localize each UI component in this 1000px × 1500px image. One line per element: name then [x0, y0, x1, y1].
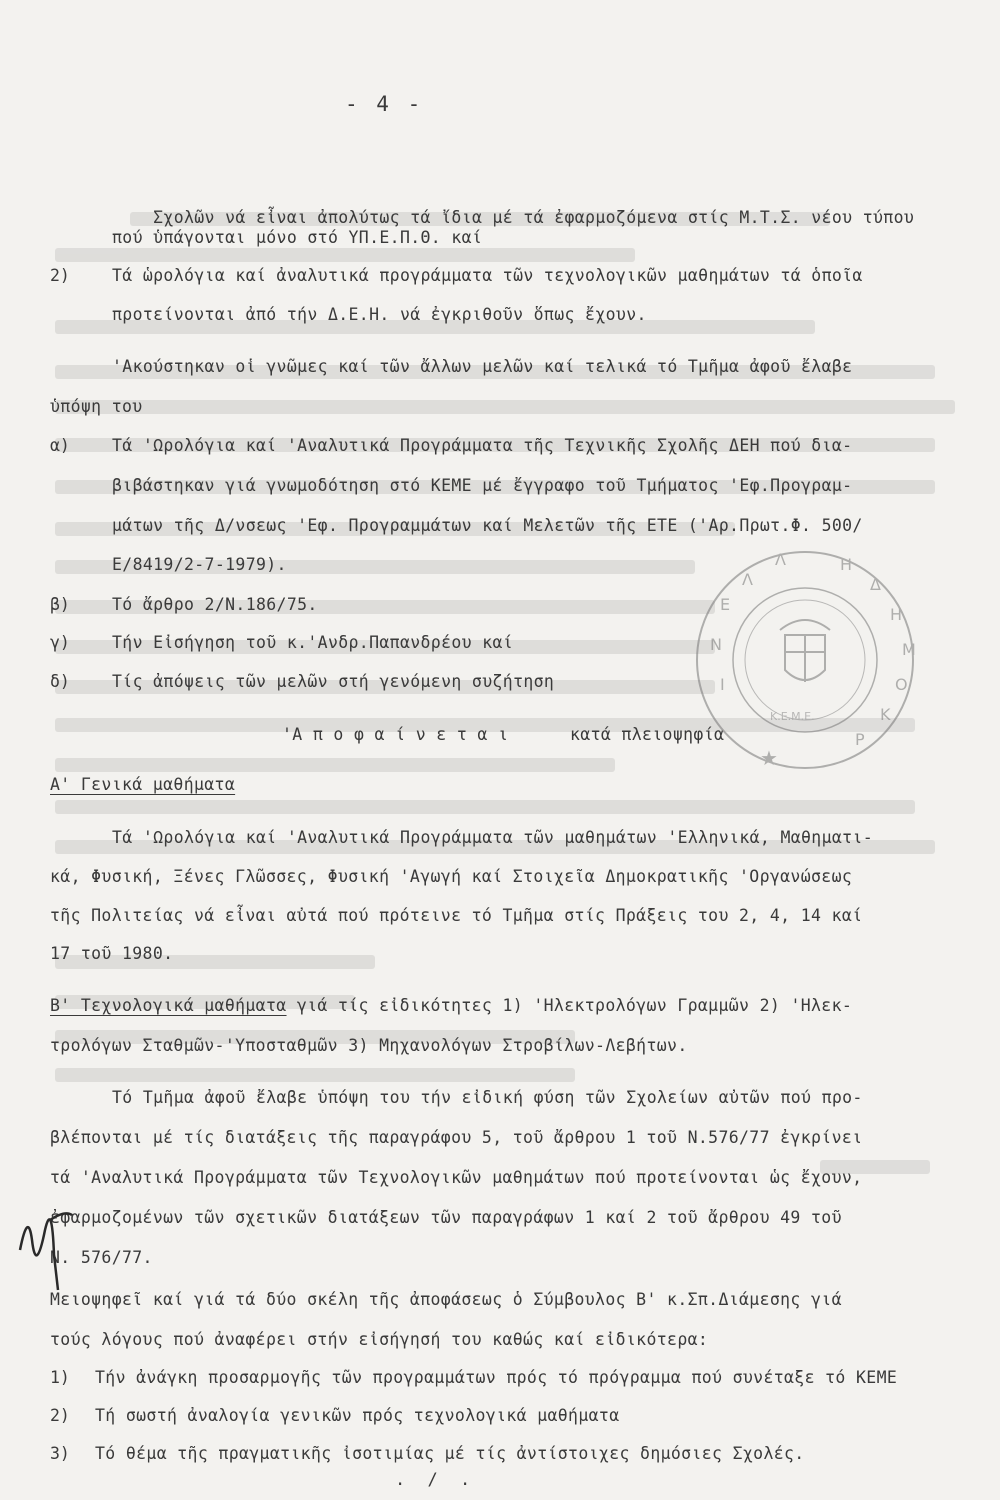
list-marker: 2)	[50, 1406, 70, 1425]
list-marker: 1)	[50, 1368, 70, 1387]
section-heading: Β' Τεχνολογικά μαθήματα	[50, 996, 287, 1015]
list-marker: δ)	[50, 672, 70, 691]
text-line-content: γιά τίς εἰδικότητες 1) 'Ηλεκτρολόγων Γραμμῶν 2) 'Ηλεκ-	[286, 996, 853, 1015]
svg-text:Ε: Ε	[720, 595, 731, 614]
text-line: ὑπόψη του	[50, 397, 143, 416]
decision-heading: 'Α π ο φ α ί ν ε τ α ι	[282, 725, 509, 744]
list-marker: γ)	[50, 633, 70, 652]
text-line: βιβάστηκαν γιά γνωμοδότηση στό ΚΕΜΕ μέ ἔγγραφο τοῦ Τμήματος 'Εφ.Προγραμ-	[112, 476, 853, 495]
text-line: Τό θέμα τῆς πραγματικῆς ἰσοτιμίας μέ τίς ἀντίστοιχες δημόσιες Σχολές.	[95, 1444, 805, 1463]
text-line: 17 τοῦ 1980.	[50, 944, 174, 963]
svg-text:Η: Η	[840, 555, 853, 574]
svg-text:Ι: Ι	[720, 675, 725, 694]
text-line: ἐφαρμοζομένων τῶν σχετικῶν διατάξεων τῶν παραγράφων 1 καί 2 τοῦ ἄρθρου 49 τοῦ	[50, 1208, 842, 1227]
list-marker: β)	[50, 595, 70, 614]
list-marker: 2)	[50, 266, 70, 285]
text-line: Τά 'Ωρολόγια καί 'Αναλυτικά Προγράμματα τῆς Τεχνικῆς Σχολῆς ΔΕΗ πού δια-	[112, 436, 853, 455]
official-seal-stamp	[680, 540, 930, 780]
text-line: Τήν Εἰσήγηση τοῦ κ.'Ανδρ.Παπανδρέου καί	[112, 633, 514, 652]
svg-text:Λ: Λ	[775, 550, 786, 569]
svg-text:Κ.Ε.Μ.Ε.: Κ.Ε.Μ.Ε.	[770, 710, 815, 723]
svg-text:Λ: Λ	[742, 570, 753, 589]
text-line: προτείνονται ἀπό τήν Δ.Ε.Η. νά ἐγκριθοῦν ὅπως ἔχουν.	[112, 305, 647, 324]
text-line: τούς λόγους πού ἀναφέρει στήν εἰσήγησή του καθώς καί εἰδικότερα:	[50, 1330, 709, 1349]
text-line	[50, 996, 852, 1016]
list-marker: 3)	[50, 1444, 70, 1463]
page-number: - 4 -	[345, 92, 424, 116]
text-line: Ε/8419/2-7-1979).	[112, 555, 287, 574]
text-line: πού ὑπάγονται μόνο στό ΥΠ.Ε.Π.Θ. καί	[112, 228, 483, 247]
text-line: τρολόγων Σταθμῶν-'Υποσταθμῶν 3) Μηχανολόγων Στροβίλων-Λεβήτων.	[50, 1036, 688, 1055]
text-line: κά, Φυσική, Ξένες Γλῶσσες, Φυσική 'Αγωγή καί Στοιχεῖα Δημοκρατικῆς 'Οργανώσεως	[50, 867, 853, 886]
text-line: βλέπονται μέ τίς διατάξεις τῆς παραγράφου 5, τοῦ ἄρθρου 1 τοῦ Ν.576/77 ἐγκρίνει	[50, 1128, 863, 1147]
text-line: 'Ακούστηκαν οἱ γνῶμες καί τῶν ἄλλων μελῶν καί τελικά τό Τμῆμα ἀφοῦ ἔλαβε	[112, 357, 853, 376]
text-line: Μειοψηφεῖ καί γιά τά δύο σκέλη τῆς ἀποφάσεως ὁ Σύμβουλος Β' κ.Σπ.Διάμεσης γιά	[50, 1290, 842, 1309]
svg-text:Ρ: Ρ	[855, 730, 865, 749]
list-marker: α)	[50, 436, 70, 455]
svg-text:Μ: Μ	[902, 640, 916, 659]
text-line: τῆς Πολιτείας νά εἶναι αὐτά πού πρότεινε τό Τμῆμα στίς Πράξεις του 2, 4, 14 καί	[50, 906, 863, 925]
text-line: Ν. 576/77.	[50, 1248, 153, 1267]
section-heading: Α' Γενικά μαθήματα	[50, 775, 236, 794]
svg-text:Κ: Κ	[880, 705, 891, 724]
continuation-mark: . / .	[395, 1470, 477, 1490]
decision-qualifier: κατά πλειοψηφία	[570, 725, 725, 744]
text-line: Τίς ἀπόψεις τῶν μελῶν στή γενόμενη συζήτηση	[112, 672, 555, 691]
svg-text:★: ★	[760, 746, 778, 770]
text-line: Τό Τμῆμα ἀφοῦ ἔλαβε ὑπόψη του τήν εἰδική φύση τῶν Σχολείων αὐτῶν πού προ-	[112, 1088, 863, 1107]
handwritten-initials	[10, 1180, 80, 1300]
text-line: Τά 'Ωρολόγια καί 'Αναλυτικά Προγράμματα τῶν μαθημάτων 'Ελληνικά, Μαθηματι-	[112, 828, 874, 847]
text-line-content: Σχολῶν νά εἶναι ἀπολύτως τά ἴδια μέ τά ἐφαρμοζόμενα στίς Μ.Τ.Σ. νέου τύπου	[153, 208, 915, 227]
text-line: Τά ὡρολόγια καί ἀναλυτικά προγράμματα τῶν τεχνολογικῶν μαθημάτων τά ὁποῖα	[112, 266, 863, 285]
text-line: μάτων τῆς Δ/νσεως 'Εφ. Προγραμμάτων καί Μελετῶν τῆς ΕΤΕ ('Αρ.Πρωτ.Φ. 500/	[112, 516, 863, 535]
text-line: Τήν ἀνάγκη προσαρμογῆς τῶν προγραμμάτων πρός τό πρόγραμμα πού συνέταξε τό ΚΕΜΕ	[95, 1368, 898, 1387]
text-line: Τό ἄρθρο 2/Ν.186/75.	[112, 595, 318, 614]
text-line: τά 'Αναλυτικά Προγράμματα τῶν Τεχνολογικῶν μαθημάτων πού προτείνονται ὡς ἔχουν,	[50, 1168, 863, 1187]
svg-text:Ο: Ο	[895, 675, 908, 694]
text-line: Τή σωστή ἀναλογία γενικῶν πρός τεχνολογικά μαθήματα	[95, 1406, 620, 1425]
svg-text:Δ: Δ	[870, 575, 881, 594]
svg-text:Η: Η	[890, 605, 903, 624]
svg-text:Ν: Ν	[710, 635, 722, 654]
